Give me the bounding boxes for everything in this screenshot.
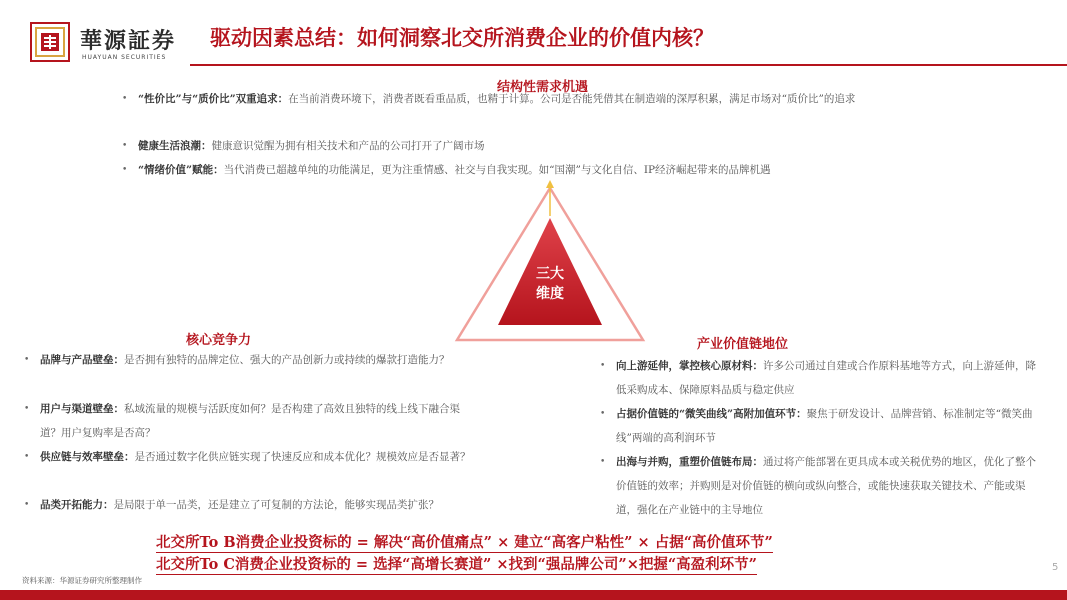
title-divider: [190, 64, 1067, 66]
arrow-head-icon: [546, 180, 554, 188]
formula-toc: 北交所To C消费企业投资标的 = 选择“高增长赛道” ×找到“强品牌公司”×把握“高盈利环节”: [156, 556, 758, 573]
list-item: [600, 402, 1040, 450]
bullet-title: 出海与并购，重塑价值链布局：: [616, 456, 763, 468]
bullet-title: 用户与渠道壁垒：: [40, 403, 124, 415]
company-logo: [30, 18, 190, 70]
section-heading-value-chain: 产业价值链地位: [697, 337, 789, 352]
bullet-text: 是局限于单一品类，还是建立了可复制的方法论，能够实现品类扩张？: [113, 499, 439, 511]
bullet-title: 供应链与效率壁垒：: [40, 451, 135, 463]
center-label-line1: 三大: [536, 266, 564, 282]
bullet-icon: •: [24, 500, 30, 510]
diagram-center-label: [525, 264, 575, 304]
bullet-text: 是否通过数字化供应链实现了快速反应和成本优化？规模效应是否显著？: [134, 451, 471, 463]
bullet-text: 在当前消费环境下，消费者既看重品质，也精于计算。公司是否能凭借其在制造端的深厚积累，满足市场对“质价比”的追求: [288, 93, 856, 105]
center-label-line2: 维度: [536, 286, 564, 302]
bullet-title: 品类开拓能力：: [40, 499, 114, 511]
list-item: [24, 445, 474, 469]
logo-text-en: HUAYUAN SECURITIES: [82, 54, 167, 61]
bullet-text: 是否拥有独特的品牌定位、强大的产品创新力或持续的爆款打造能力？: [124, 354, 450, 366]
bullet-icon: •: [24, 404, 30, 414]
bullet-title: 占据价值链的“微笑曲线”高附加值环节：: [616, 408, 807, 420]
bullet-icon: •: [600, 457, 606, 467]
list-item: [600, 450, 1040, 522]
list-item: [24, 348, 474, 372]
bullet-title: 健康生活浪潮：: [138, 140, 212, 152]
bullet-icon: •: [24, 355, 30, 365]
logo-text-cn: 華源証券: [80, 28, 177, 54]
bullet-icon: •: [122, 141, 128, 151]
formula-tob: 北交所To B消费企业投资标的 = 解决“高价值痛点” × 建立“高客户粘性” × 占据“高价值环节”: [156, 534, 773, 551]
bullet-text: 当代消费已超越单纯的功能满足，更为注重情感、社交与自我实现。如“国潮”与文化自信、IP经济崛起带来的品牌机遇: [223, 164, 771, 176]
list-item: [24, 493, 474, 517]
bullet-title: “情绪价值”赋能：: [138, 164, 224, 176]
section-heading-competitiveness: 核心竞争力: [186, 333, 252, 348]
bullet-title: 品牌与产品壁垒：: [40, 354, 124, 366]
bullet-text: 私域流量的规模与活跃度如何？是否构建了高效且独特的线上线下融合渠道？用户复购率是否高？: [40, 403, 460, 439]
three-dimensions-diagram: [440, 178, 660, 348]
list-item: [122, 134, 982, 158]
bullet-title: 向上游延伸，掌控核心原材料：: [616, 360, 763, 372]
section-heading-demand: 结构性需求机遇: [497, 80, 589, 95]
bullet-text: 健康意识觉醒为拥有相关技术和产品的公司打开了广阔市场: [211, 140, 485, 152]
bullet-text: 通过将产能部署在更具成本或关税优势的地区，优化了整个价值链的效率；并购则是对价值链的横向或纵向整合，或能快速获取关键技术、产能或渠道，强化在产业链中的主导地位: [616, 456, 1036, 516]
page-number: 5: [1052, 562, 1059, 573]
bullet-title: “性价比”与“质价比”双重追求：: [138, 93, 289, 105]
bullet-text: 许多公司通过自建或合作原料基地等方式，向上游延伸，降低采购成本、保障原料品质与稳定供应: [616, 360, 1036, 396]
footer-bar: [0, 590, 1067, 600]
source-note: 资料来源：华源证券研究所整理制作: [22, 576, 142, 585]
bullet-icon: •: [122, 165, 128, 175]
list-item: [600, 354, 1040, 402]
bullet-icon: •: [600, 409, 606, 419]
bullet-text: 聚焦于研发设计、品牌营销、标准制定等“微笑曲线”两端的高利润环节: [616, 408, 1033, 444]
page-title: 驱动因素总结：如何洞察北交所消费企业的价值内核？: [210, 25, 714, 50]
list-item: [24, 397, 474, 445]
bullet-icon: •: [122, 94, 128, 104]
bullet-icon: •: [600, 361, 606, 371]
logo-seal-icon: [30, 22, 70, 62]
bullet-icon: •: [24, 452, 30, 462]
list-item: [122, 87, 982, 111]
